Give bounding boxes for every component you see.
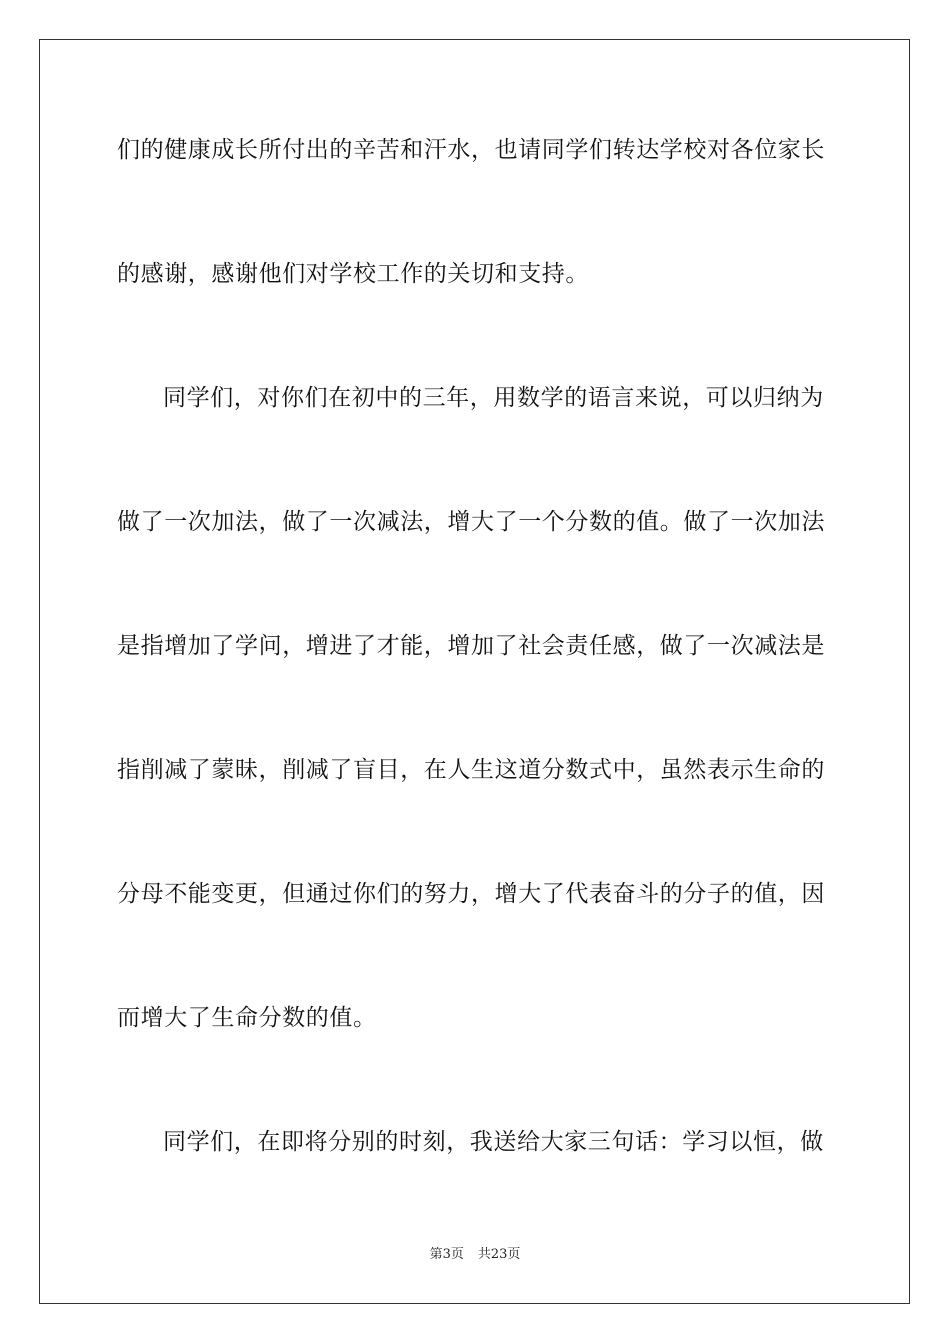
paragraph-line: 同学们，在即将分别的时刻，我送给大家三句话：学习以恒，做	[163, 1129, 824, 1155]
paragraph-line: 的感谢，感谢他们对学校工作的关切和支持。	[117, 261, 589, 287]
page-number-total: 共23页	[477, 1247, 521, 1262]
page-footer	[0, 1246, 950, 1264]
paragraph-line: 做了一次加法，做了一次减法，增大了一个分数的值。做了一次加法	[117, 509, 825, 535]
paragraph-line: 同学们，对你们在初中的三年，用数学的语言来说，可以归纳为	[163, 385, 824, 411]
paragraph-line: 是指增加了学问，增进了才能，增加了社会责任感，做了一次减法是	[117, 633, 825, 659]
page-number-current: 第3页	[429, 1247, 464, 1262]
paragraph-line: 们的健康成长所付出的辛苦和汗水，也请同学们转达学校对各位家长	[117, 137, 825, 163]
paragraph-line: 指削减了蒙昧，削减了盲目，在人生这道分数式中，虽然表示生命的	[117, 757, 825, 783]
paragraph-line: 而增大了生命分数的值。	[117, 1005, 377, 1031]
paragraph-line: 分母不能变更，但通过你们的努力，增大了代表奋斗的分子的值，因	[117, 881, 825, 907]
page-border	[39, 39, 910, 1304]
